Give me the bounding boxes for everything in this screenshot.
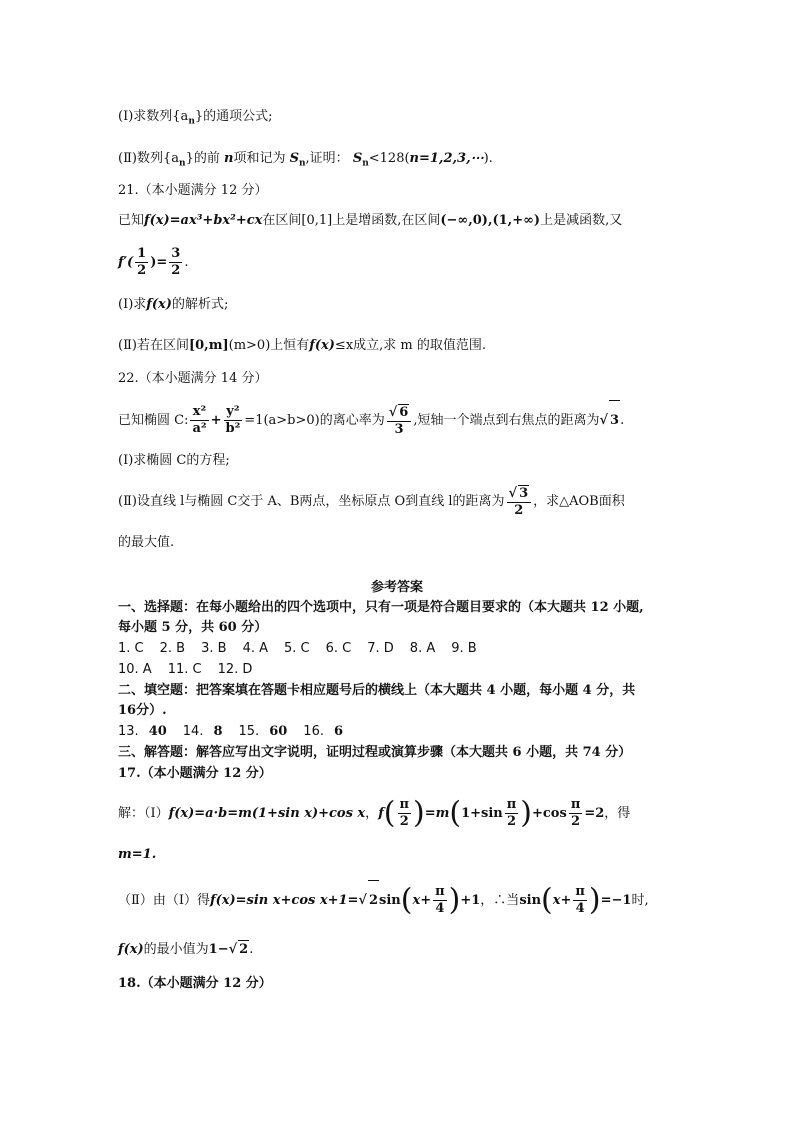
denominator: 2 [171, 263, 181, 278]
formula: 1+sin [461, 806, 503, 821]
choice-answer: 2. B [159, 641, 186, 656]
formula: f(x) [309, 338, 335, 353]
numerator: 1 [137, 246, 147, 261]
text: (Ⅱ)若在区间 [118, 338, 189, 353]
text: 在区间[0,1]上是增函数,在区间 [262, 213, 441, 228]
fill-answer: 15. 60 [238, 724, 288, 739]
formula: )= [150, 255, 168, 270]
formula: +cos [532, 806, 567, 821]
section1-line1: 一、选择题：在每小题给出的四个选项中，只有一项是符合题目要求的（本大题共 12 小题, [118, 600, 644, 615]
text: ≤x成立,求 m 的取值范围. [334, 338, 487, 353]
text: }的通项公式; [194, 109, 273, 124]
fill-answers-row [118, 722, 359, 741]
formula: =m [424, 806, 450, 821]
formula: f(x)=sin x+cos x+1= [209, 893, 359, 908]
formula: =2 [584, 806, 605, 821]
choice-answers-row1 [118, 639, 493, 658]
fill-answer: 16. 6 [303, 724, 344, 739]
formula: m=1. [118, 847, 157, 862]
formula: =−1 [600, 893, 632, 908]
q17-solution-part2: （Ⅱ）由（Ⅰ）得f(x)=sin x+cos x+1=√ 2sin(x+ $\frac{\pi}{4}$ )+1，∴当sin(x+ $\frac{\pi}{4}$ )=−1时, [118, 880, 649, 921]
choice-answer: 9. B [451, 641, 477, 656]
choice-answer: 12. D [217, 662, 253, 677]
text: 已知 [118, 213, 145, 228]
formula: 1− [208, 942, 229, 957]
text: (Ⅱ)设直线 l与椭圆 C交于 A、B两点，坐标原点 O到直线 l的距离为 [118, 494, 505, 509]
text: (Ⅰ)求数列{a [118, 109, 189, 124]
fill-answer: 13. 40 [118, 724, 167, 739]
formula: f(x)=a·b=m(1+sin x)+cos x [168, 806, 366, 821]
text: (Ⅱ)数列{a [118, 151, 180, 166]
q22-stem: 已知椭圆 C: $\frac{\text{x²}}{\text{a²}}$ + $\frac{\text{y²}}{\text{b²}}$ =1(a>b>0)的离心率为 $\frac{√ 6}{3}$ ,短轴一个端点到右焦点的距离为√ 3. [118, 400, 624, 441]
numerator: 3 [171, 246, 181, 261]
text: ，求△AOB面积 [533, 494, 625, 509]
choice-answer: 1. C [118, 641, 144, 656]
denominator: 4 [435, 901, 445, 916]
denominator: 2 [399, 814, 409, 829]
q21-part2 [118, 337, 486, 355]
text: 时, [631, 893, 649, 908]
text: 项和记为 [233, 151, 286, 166]
formula: sin [379, 893, 401, 908]
q21-heading: 21.（本小题满分 12 分） [118, 183, 268, 198]
text: 的解析式; [171, 297, 229, 312]
text: n=1,2,3,⋯ [409, 151, 484, 166]
choice-answer: 10. A [118, 662, 152, 677]
text: . [184, 255, 189, 270]
text: . [249, 942, 254, 957]
formula: f(x) [118, 942, 144, 957]
q18-heading: 18.（本小题满分 12 分） [118, 976, 272, 991]
text: . [620, 413, 625, 428]
text: 解：（Ⅰ） [118, 806, 169, 821]
q21-stem [118, 212, 622, 230]
denominator: 2 [137, 263, 147, 278]
choice-answer: 3. B [201, 641, 227, 656]
numerator: y² [224, 404, 243, 421]
q22-part2: (Ⅱ)设直线 l与椭圆 C交于 A、B两点，坐标原点 O到直线 l的距离为 $\frac{√ 3}{2}$ ，求△AOB面积 [118, 485, 625, 518]
q17-m-result [118, 846, 156, 864]
text: <128( [368, 151, 410, 166]
choice-answer: 8. A [409, 641, 436, 656]
choice-answers-row2 [118, 660, 268, 679]
q21-condition [118, 246, 188, 280]
q20-part1: (Ⅰ)求数列$\{a_n\}$的通项公式; [118, 109, 273, 127]
sqrt-value: 2 [368, 880, 379, 921]
q22-part2-cont: 的最大值. [118, 535, 175, 550]
formula: (−∞,0),(1,+∞) [440, 213, 541, 228]
denominator: 2 [514, 502, 524, 518]
choice-answer: 7. D [367, 641, 394, 656]
distance-value: 3 [609, 400, 620, 441]
formula: f′( [118, 255, 134, 270]
formula: x+ [412, 893, 432, 908]
text: (m>0)上恒有 [228, 338, 310, 353]
formula: f(x)=ax³+bx²+cx [144, 213, 263, 228]
denominator: a² [192, 421, 207, 436]
text: （Ⅱ）由（Ⅰ）得 [118, 893, 210, 908]
q21-part1 [118, 296, 228, 314]
denominator: b² [225, 421, 241, 436]
formula: f(x) [146, 297, 172, 312]
answers-title: 参考答案 [370, 580, 423, 595]
denominator: 3 [394, 421, 404, 437]
choice-answer: 11. C [167, 662, 202, 677]
q22-part1: (Ⅰ)求椭圆 C的方程; [118, 453, 230, 468]
choice-answer: 4. A [242, 641, 268, 656]
text: 的最小值为 [143, 942, 209, 957]
q17-solution-part1: 解：（Ⅰ）f(x)=a·b=m(1+sin x)+cos x，f( $\frac{\pi}{2}$ )=m(1+sin $\frac{\pi}{2}$ )+cos $\frac{\pi}{2}$ =2，得 [118, 795, 631, 831]
numerator: 3 [519, 485, 529, 501]
text: ， [365, 806, 379, 821]
text: 证明： [309, 151, 349, 166]
text: 已知椭圆 C: [118, 413, 189, 428]
text: ). [483, 151, 493, 166]
section2-line2: 16分）. [118, 703, 167, 718]
formula: [0,m] [188, 338, 229, 353]
text: 上是减函数,又 [540, 213, 623, 228]
text: =1(a>b>0)的离心率为 [244, 413, 385, 428]
q17-heading: 17.（本小题满分 12 分） [118, 766, 272, 781]
text: }的前 [185, 151, 220, 166]
section2-line1: 二、填空题：把答案填在答题卡相应题号后的横线上（本大题共 4 小题，每小题 4 分，共 [118, 683, 636, 698]
numerator: 6 [399, 404, 409, 420]
formula: +1 [460, 893, 481, 908]
text: ,短轴一个端点到右焦点的距离为 [413, 413, 600, 428]
q22-heading: 22.（本小题满分 14 分） [118, 371, 268, 386]
numerator: π [399, 797, 410, 812]
formula: f [378, 806, 384, 821]
q17-min-value: f(x)的最小值为1−√ 2. [118, 942, 254, 957]
text: ，得 [604, 806, 631, 821]
choice-answer: 5. C [284, 641, 310, 656]
fill-answer: 14. 8 [182, 724, 223, 739]
text: ，∴当 [480, 893, 520, 908]
section1-line2: 每小题 5 分，共 60 分） [118, 620, 268, 635]
section3: 三、解答题：解答应写出文字说明，证明过程或演算步骤（本大题共 6 小题，共 74 分） [118, 745, 632, 760]
q20-part2: (Ⅱ)数列$\{a_n\}$的前 n项和记为 $S_n$,证明： $S_n<128(n=1,2,3,\cdots)$. [118, 151, 493, 169]
choice-answer: 6. C [325, 641, 352, 656]
text: (Ⅰ)求 [118, 297, 147, 312]
numerator: x² [190, 404, 208, 421]
